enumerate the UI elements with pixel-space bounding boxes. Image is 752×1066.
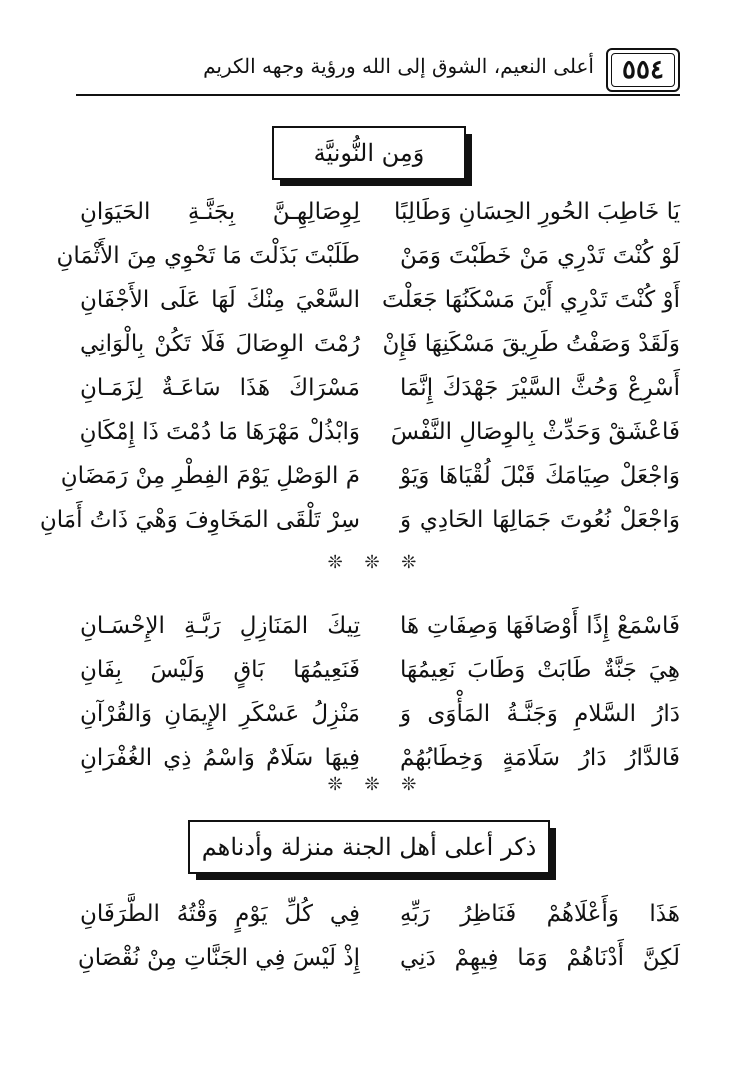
verse-first-hemistich: لَوْ كُنْتَ تَدْرِي مَنْ خَطَبْتَ وَمَنْ — [400, 243, 680, 269]
verse — [80, 278, 680, 322]
verse-second-hemistich: مَسْرَاكَ هَذَا سَاعَـةٌ لِزَمَـانِ — [80, 375, 360, 401]
verse-first-hemistich: دَارُ السَّلامِ وَجَنَّـةُ المَأْوَى وَ — [400, 701, 680, 727]
poem-stanza-2 — [80, 604, 680, 780]
verse — [56, 234, 680, 278]
verse-second-hemistich: فِي كُلِّ يَوْمٍ وَقْتُهُ الطَّرَفَانِ — [80, 901, 360, 927]
verse — [80, 604, 680, 648]
verse-second-hemistich: السَّعْيَ مِنْكَ لَهَا عَلَى الأَجْفَانِ — [80, 287, 360, 313]
verse-first-hemistich: أَسْرِعْ وَحُثَّ السَّيْرَ جَهْدَكَ إِنَّمَا — [400, 375, 680, 401]
verse-second-hemistich: مَ الوَصْلِ يَوْمَ الفِطْرِ مِنْ رَمَضَانِ — [60, 463, 360, 489]
verse-first-hemistich: أَوْ كُنْتَ تَدْرِي أَيْنَ مَسْكَنُهَا جَعَلْتَ — [381, 287, 680, 313]
verse — [39, 498, 680, 542]
verse-first-hemistich: وَلَقَدْ وَصَفْتُ طَرِيقَ مَسْكَنِهَا فَإِنْ — [382, 331, 680, 357]
verse-second-hemistich: فِيهَا سَلَامٌ وَاسْمُ ذِي الغُفْرَانِ — [80, 745, 360, 771]
verse — [80, 322, 680, 366]
verse-first-hemistich: فَاسْمَعْ إِذًا أَوْصَافَهَا وَصِفَاتِ هَا — [400, 613, 680, 639]
verse — [77, 936, 680, 980]
page-number: ٥٥٤ — [606, 48, 680, 92]
header-rule — [76, 94, 680, 96]
verse-second-hemistich: رُمْتَ الوِصَالَ فَلَا تَكُنْ بِالْوَانِي — [80, 331, 360, 357]
verse-second-hemistich: سِرْ تَلْقَى المَخَاوِفَ وَهْيَ ذَاتُ أَمَانِ — [39, 507, 360, 533]
section-separator: ❊ ❊ ❊ — [327, 774, 425, 795]
verse — [80, 410, 680, 454]
section-title-nuniyya: وَمِن النُّونيَّة — [272, 126, 466, 180]
verse-second-hemistich: لِوِصَالِهِـنَّ بِجَنَّـةِ الحَيَوَانِ — [80, 199, 360, 225]
verse-first-hemistich: فَالدَّارُ دَارُ سَلَامَةٍ وَخِطَابُهُمْ — [400, 745, 680, 771]
poem-stanza-3 — [77, 892, 680, 980]
verse — [80, 648, 680, 692]
page-header — [60, 48, 680, 94]
verse — [80, 366, 680, 410]
verse — [80, 892, 680, 936]
verse-second-hemistich: وَابْذُلْ مَهْرَهَا مَا دُمْتَ ذَا إِمْكَانِ — [79, 419, 360, 445]
verse-second-hemistich: طَلَبْتَ بَذَلْتَ مَا تَحْوِي مِنَ الأَثْمَانِ — [56, 243, 360, 269]
poem-stanza-1 — [39, 190, 680, 542]
verse-first-hemistich: فَاعْشَقْ وَحَدِّثْ بِالوِصَالِ النَّفْسَ — [390, 419, 680, 445]
section-title-ranks: ذكر أعلى أهل الجنة منزلة وأدناهم — [188, 820, 550, 874]
verse-second-hemistich: فَنَعِيمُهَا بَاقٍ وَلَيْسَ بِفَانِ — [80, 657, 360, 683]
section-separator: ❊ ❊ ❊ — [327, 552, 425, 573]
verse-first-hemistich: وَاجْعَلْ صِيَامَكَ قَبْلَ لُقْيَاهَا وَيَوْ — [400, 463, 680, 489]
verse-second-hemistich: تِيكَ المَنَازِلِ رَبَّـةِ الإِحْسَـانِ — [80, 613, 360, 639]
verse — [80, 692, 680, 736]
verse-first-hemistich: لَكِنَّ أَدْنَاهُمْ وَمَا فِيهِمْ دَنِي — [400, 945, 680, 971]
verse-second-hemistich: مَنْزِلُ عَسْكَرِ الإِيمَانِ وَالقُرْآنِ — [80, 701, 360, 727]
verse — [80, 190, 680, 234]
verse — [60, 454, 680, 498]
verse-first-hemistich: هَذَا وَأَعْلَاهُمْ فَنَاظِرُ رَبِّهِ — [400, 901, 680, 927]
verse-first-hemistich: هِيَ جَنَّةٌ طَابَتْ وَطَابَ نَعِيمُهَا — [400, 657, 680, 683]
verse-first-hemistich: يَا خَاطِبَ الحُورِ الحِسَانِ وَطَالِبًا — [393, 199, 680, 225]
verse-second-hemistich: إِذْ لَيْسَ فِي الجَنَّاتِ مِنْ نُقْصَانِ — [77, 945, 360, 971]
running-title: أعلى النعيم، الشوق إلى الله ورؤية وجهه الكريم — [203, 54, 594, 78]
verse-first-hemistich: وَاجْعَلْ نُعُوتَ جَمَالِهَا الحَادِي وَ — [400, 507, 680, 533]
